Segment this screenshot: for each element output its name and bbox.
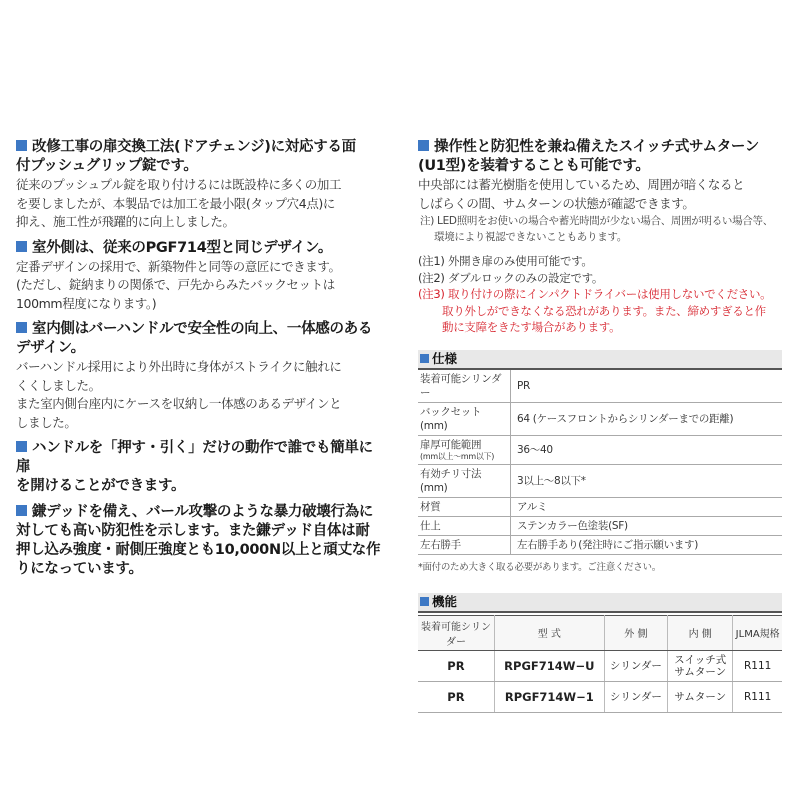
spec-row (418, 516, 782, 535)
left-column (16, 138, 384, 586)
feature-heading: 室内側はバーハンドルで安全性の向上、一体感のある デザイン。 (16, 321, 373, 356)
spec-row (418, 464, 782, 497)
spec-key: 材質 (418, 497, 511, 516)
spec-key: 左右勝手 (418, 535, 511, 554)
feature-heading: 改修工事の扉交換工法(ドアチェンジ)に対応する面 付プッシュグリップ錠です。 (16, 139, 356, 174)
function-cell-cyl: PR (418, 681, 494, 712)
feature-heading: ハンドルを「押す・引く」だけの動作で誰でも簡単に扉 を開けることができます。 (16, 440, 373, 494)
notes (418, 253, 782, 336)
feature-body: 中央部には蓄光樹脂を使用しているため、周囲が暗くなると しばらくの間、サムターンの状態が確認できます。 (418, 177, 745, 211)
feature-heading: 鎌デッドを備え、バール攻撃のような暴力破壊行為に 対しても高い防犯性を示します。また鎌デッド自体は耐 押し込み強度・耐側圧強度とも10,000N以上と頑丈な作 りになっています。 (16, 504, 381, 577)
led-note: 注) LED照明をお使いの場合や蓄光時間が少ない場合、周囲が明るい場合等、 環境により視認できないこともあります。 (420, 215, 773, 243)
feature-indoor-bar-handle (16, 320, 384, 432)
feature-body: 定番デザインの採用で、新築物件と同等の意匠にできます。 (ただし、錠納まりの関係で、戸先からみたバックセットは 100mm程度になります。) (16, 258, 341, 311)
spec-row (418, 497, 782, 516)
spec-footnote: *面付のため大きく取る必要があります。ご注意ください。 (418, 561, 661, 573)
function-cell-cyl: PR (418, 650, 494, 681)
spec-key: 有効チリ寸法(mm) (418, 464, 511, 497)
spec-row (418, 435, 782, 464)
note-2: (注2) ダブルロックのみの設定です。 (418, 270, 604, 285)
spec-key: 扉厚可能範囲 (mm以上〜mm以下) (418, 435, 511, 464)
feature-body: バーハンドル採用により外出時に身体がストライクに触れに くくしました。 また室内側台座内にケースを収納し一体感のあるデザインと しました。 (16, 359, 342, 430)
square-bullet-icon (16, 140, 27, 151)
feature-thumbturn (418, 138, 782, 245)
square-bullet-icon (418, 140, 429, 151)
square-bullet-icon (16, 505, 27, 516)
function-cell-model: RPGF714W−1 (494, 681, 604, 712)
function-header-cell: 外 側 (604, 615, 667, 650)
spec-table (418, 370, 782, 555)
feature-hook-dead (16, 503, 384, 579)
note-3-warning: (注3) 取り付けの際にインパクトドライバーは使用しないでください。 取り外しができなくなる恐れがあります。また、締めすぎると作 動に支障をきたす場合があります。 (418, 287, 772, 334)
function-cell-inside: サムターン (668, 681, 733, 712)
square-bullet-icon (420, 354, 429, 363)
spec-key: バックセット(mm) (418, 402, 511, 435)
spec-row (418, 370, 782, 403)
spec-value: PR (511, 370, 783, 403)
feature-heading: 室外側は、従来のPGF714型と同じデザイン。 (16, 239, 384, 258)
function-header-cell: 型 式 (494, 615, 604, 650)
spec-row (418, 402, 782, 435)
note-1: (注1) 外開き扉のみ使用可能です。 (418, 254, 593, 268)
square-bullet-icon (420, 597, 429, 606)
function-row (418, 650, 782, 681)
spec-value: 左右勝手あり(発注時にご指示願います) (511, 535, 783, 554)
spec-key: 装着可能シリンダー (418, 370, 511, 403)
function-cell-inside: スイッチ式 サムターン (668, 650, 733, 681)
square-bullet-icon (16, 241, 27, 252)
square-bullet-icon (16, 322, 27, 333)
function-cell-jlma: R111 (733, 650, 782, 681)
spec-value: ステンカラー色塗装(SF) (511, 516, 783, 535)
function-table (418, 615, 782, 713)
function-header-cell: 内 側 (668, 615, 733, 650)
function-cell-out: シリンダー (604, 681, 667, 712)
spec-key: 仕上 (418, 516, 511, 535)
spec-value: アルミ (511, 497, 783, 516)
function-row (418, 681, 782, 712)
right-column (418, 138, 782, 713)
spec-section-title: 仕様 (418, 350, 782, 370)
function-cell-jlma: R111 (733, 681, 782, 712)
feature-door-change (16, 138, 384, 232)
function-cell-out: シリンダー (604, 650, 667, 681)
spec-row (418, 535, 782, 554)
spec-value: 36〜40 (511, 435, 783, 464)
function-header-cell: JLMA規格 (733, 615, 782, 650)
function-cell-model: RPGF714W−U (494, 650, 604, 681)
feature-outdoor-design (16, 239, 384, 314)
feature-push-pull (16, 439, 384, 496)
feature-heading: 操作性と防犯性を兼ね備えたスイッチ式サムターン (U1型)を装着することも可能です。 (418, 139, 760, 174)
feature-body: 従来のプッシュプル錠を取り付けるには既設枠に多くの加工 を要しましたが、本製品では加工を最小限(タップ穴4点)に 抑え、施工性が飛躍的に向上しました。 (16, 177, 342, 229)
square-bullet-icon (16, 441, 27, 452)
spec-value: 64 (ケースフロントからシリンダーまでの距離) (511, 402, 783, 435)
function-header-cell: 装着可能シリンダー (418, 615, 494, 650)
function-section-title: 機能 (418, 593, 782, 613)
spec-value: 3以上〜8以下* (511, 464, 783, 497)
